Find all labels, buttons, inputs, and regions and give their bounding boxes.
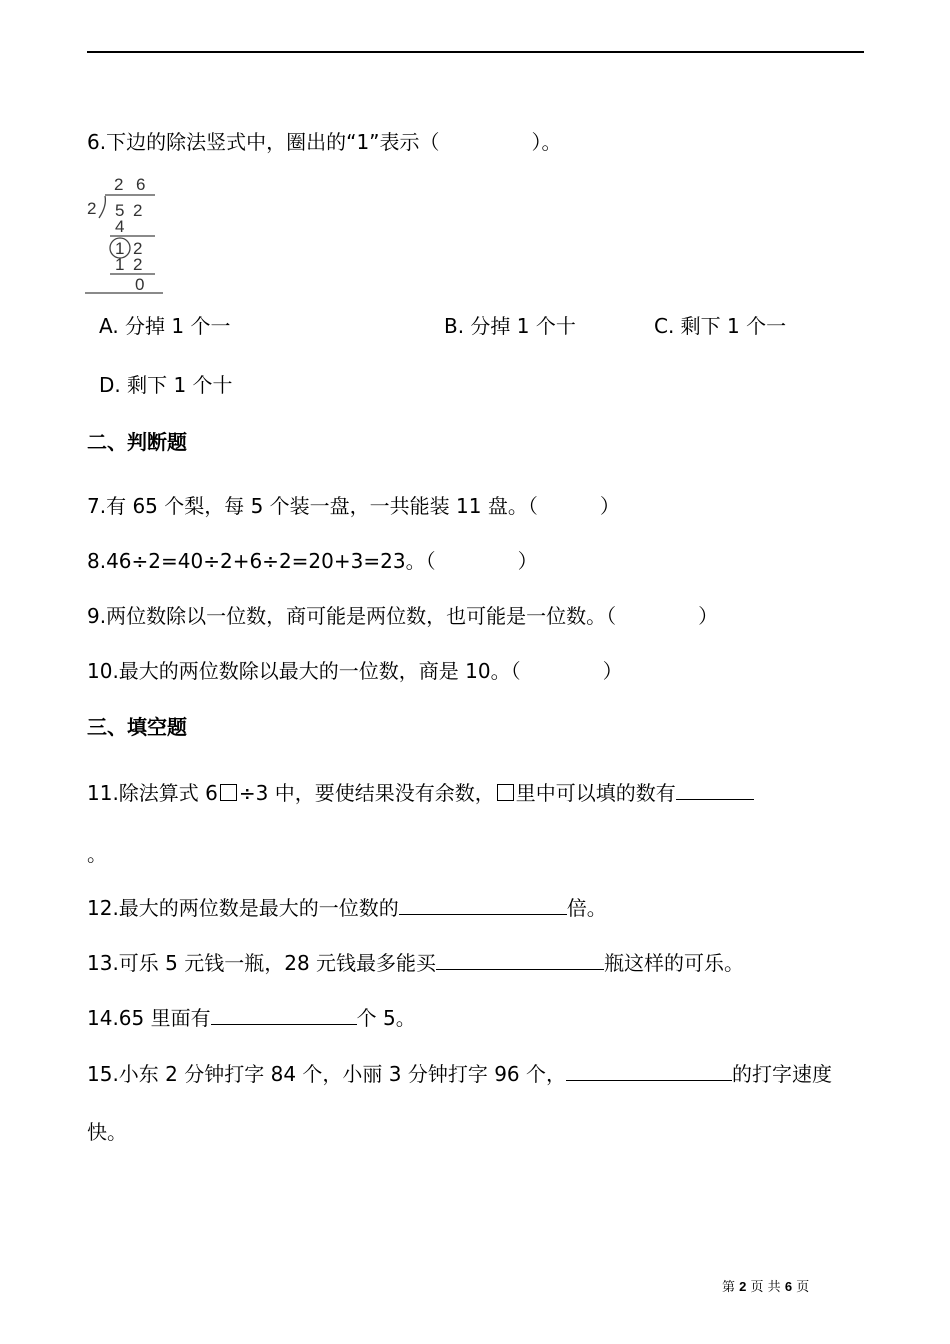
fill-blank[interactable] bbox=[436, 947, 604, 970]
current-page: 2 bbox=[739, 1279, 747, 1294]
option-a[interactable]: A. 分掉 1 个一 bbox=[99, 314, 231, 338]
fill-blank[interactable] bbox=[399, 892, 567, 915]
dividend-digit-2: 2 bbox=[133, 201, 143, 220]
square-placeholder-icon bbox=[497, 784, 514, 801]
question-7: 7.有 65 个梨，每 5 个装一盘，一共能装 11 盘。（ ） bbox=[87, 494, 620, 518]
question-6-text: 6.下边的除法竖式中，圈出的“1”表示（ bbox=[87, 130, 440, 154]
quotient-digit-1: 2 bbox=[114, 175, 124, 194]
question-10: 10.最大的两位数除以最大的一位数，商是 10。（ ） bbox=[87, 659, 623, 683]
question-15-end: 快。 bbox=[87, 1120, 127, 1144]
circled-digit: 1 bbox=[115, 239, 125, 258]
page-footer: 第 2 页 共 6 页 bbox=[722, 1279, 810, 1295]
square-placeholder-icon bbox=[220, 784, 237, 801]
fill-blank[interactable] bbox=[566, 1058, 732, 1081]
total-pages: 6 bbox=[784, 1279, 793, 1294]
header-rule bbox=[87, 51, 864, 53]
question-15: 15.小东 2 分钟打字 84 个，小丽 3 分钟打字 96 个， 的打字速度 bbox=[87, 1058, 832, 1088]
final-remainder: 0 bbox=[135, 275, 145, 294]
question-8: 8.46÷2=40÷2+6÷2=20+3=23。（ ） bbox=[87, 549, 538, 573]
remainder-digit-2: 2 bbox=[133, 239, 143, 258]
option-d[interactable]: D. 剩下 1 个十 bbox=[99, 373, 233, 397]
question-11: 11.除法算式 6 ÷3 中，要使结果没有余数， 里中可以填的数有 bbox=[87, 777, 754, 807]
question-6: 6.下边的除法竖式中，圈出的“1”表示（ ）。 bbox=[87, 130, 562, 154]
quotient-digit-2: 6 bbox=[136, 175, 146, 194]
question-13: 13.可乐 5 元钱一瓶，28 元钱最多能买 瓶这样的可乐。 bbox=[87, 947, 744, 977]
fill-blank[interactable] bbox=[211, 1002, 357, 1025]
option-b[interactable]: B. 分掉 1 个十 bbox=[444, 314, 576, 338]
section-3-title: 三、填空题 bbox=[87, 715, 187, 739]
dividend-digit-1: 5 bbox=[115, 201, 125, 220]
first-product: 4 bbox=[115, 217, 125, 236]
fill-blank[interactable] bbox=[676, 777, 754, 800]
option-c[interactable]: C. 剩下 1 个一 bbox=[654, 314, 787, 338]
division-bracket bbox=[99, 196, 105, 218]
section-2-title: 二、判断题 bbox=[87, 430, 187, 454]
question-12: 12.最大的两位数是最大的一位数的 倍。 bbox=[87, 892, 607, 922]
divisor: 2 bbox=[87, 199, 97, 218]
long-division-figure bbox=[85, 170, 165, 296]
question-11-end: 。 bbox=[87, 842, 107, 866]
second-product-digit-2: 2 bbox=[133, 255, 143, 274]
question-9: 9.两位数除以一位数，商可能是两位数，也可能是一位数。（ ） bbox=[87, 604, 719, 628]
question-14: 14.65 里面有 个 5。 bbox=[87, 1002, 416, 1032]
second-product-digit-1: 1 bbox=[115, 255, 125, 274]
